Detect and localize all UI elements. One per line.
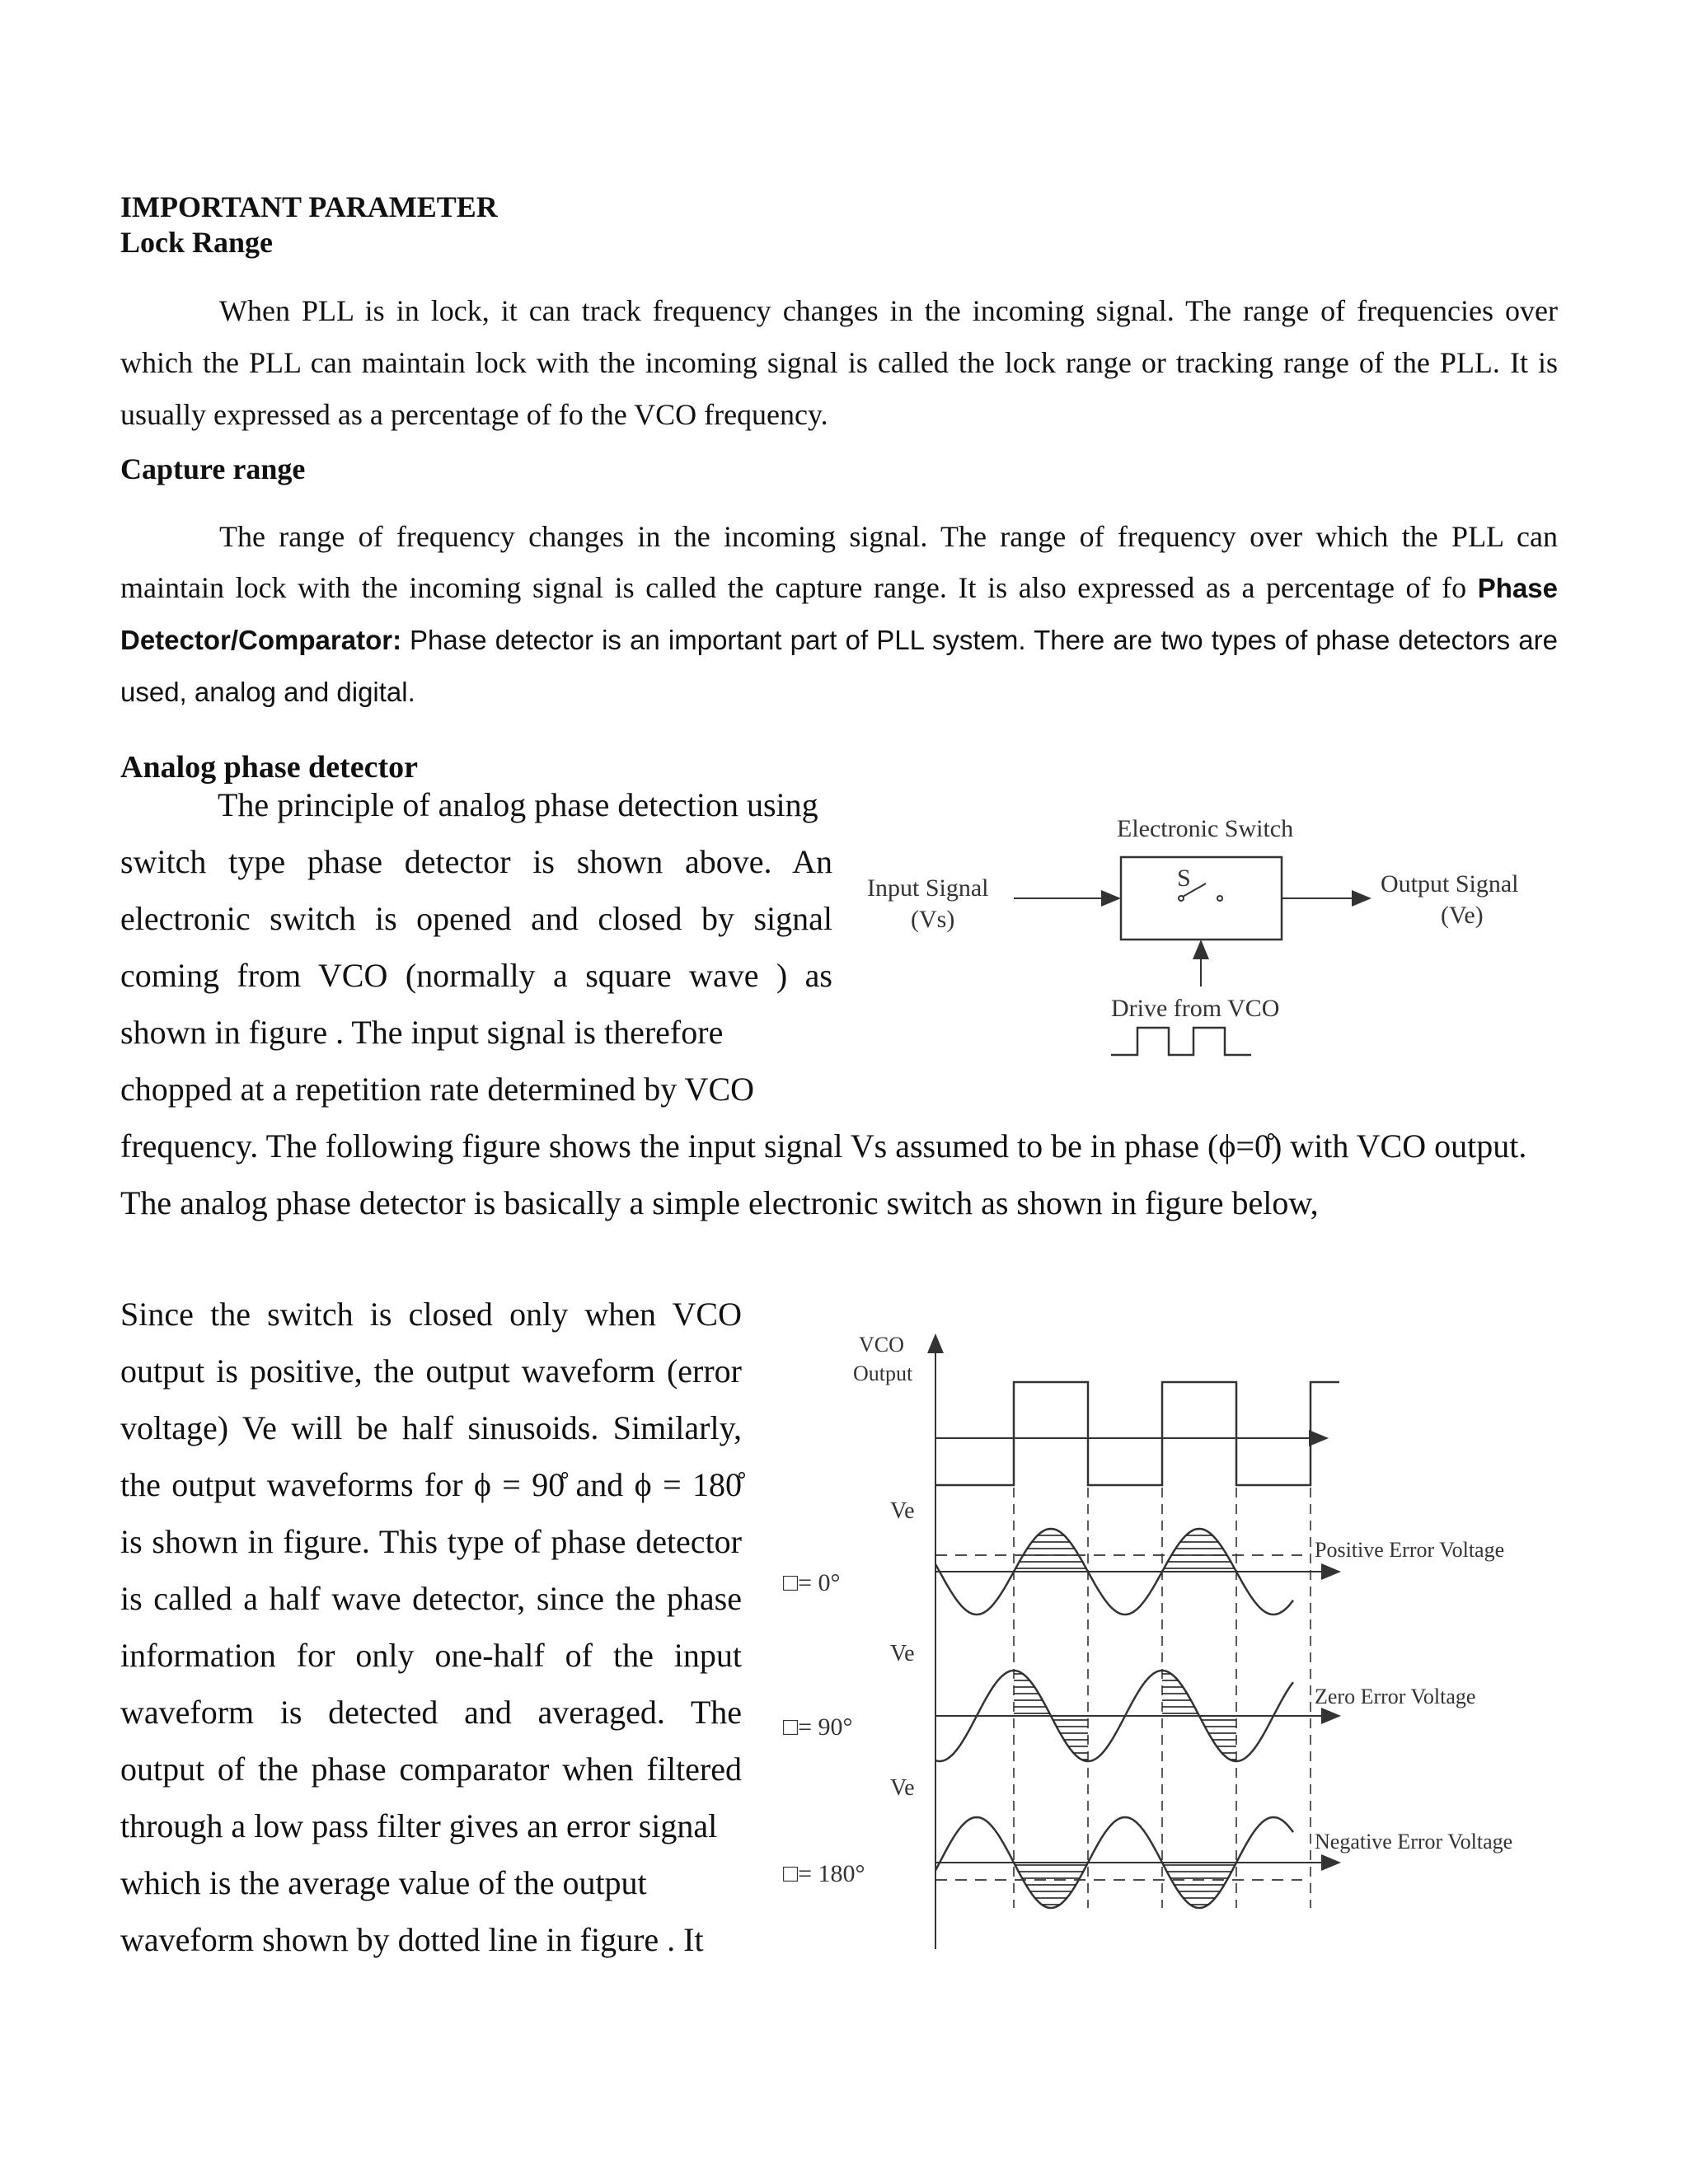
analog-line-4: coming from VCO (normally a square wave ) as [120,957,832,994]
phase-0-label: □= 0° [783,1569,841,1596]
since-line-1: Since the switch is closed only when VCO [120,1296,742,1333]
since-line-7: information for only one-half of the input [120,1637,742,1674]
output-signal-label: Output Signal [1381,870,1519,898]
capture-range-text: The range of frequency changes in the incoming signal. The range of frequency over which the PLL can maintain lock with the incoming signal is called the capture range. It is also expressed as a percentage of fo [120,520,1558,604]
phase-180-label: □= 180° [783,1860,865,1887]
ve-label-3: Ve [890,1775,915,1801]
analog-line-3: electronic switch is opened and closed by signal [120,900,832,937]
analog-line-7: frequency. The following figure shows the input signal Vs assumed to be in phase (ϕ=0̊) with VCO output. [120,1127,1527,1165]
main-heading: IMPORTANT PARAMETER [120,190,498,223]
analog-heading: Analog phase detector [120,750,418,785]
since-line-5: is shown in figure. This type of phase detector [120,1523,742,1560]
zero-error-label: Zero Error Voltage [1315,1685,1476,1708]
vco-label-2: Output [853,1361,913,1385]
phase0-hatched-region-2 [1162,1529,1236,1572]
input-signal-sub: (Vs) [911,906,955,933]
switch-title: Electronic Switch [1117,815,1294,842]
lock-range-text: When PLL is in lock, it can track frequency changes in the incoming signal. The range of frequencies over which the PLL can maintain lock with the incoming signal is called the lock range or tracking range of the PLL. It is usually expressed as a percentage of fo the VCO frequency. [120,294,1558,431]
since-line-10: through a low pass filter gives an error signal [120,1807,718,1844]
phase90-hatched-region-1 [1014,1671,1088,1761]
phase-detector-label: Phase Detector/Comparator: [120,573,1559,655]
phase180-hatched-region-2 [1162,1863,1236,1908]
phase-detector-text: Phase detector is an important part of PLL system. There are two types of phase detectors are used, analog and digital. [120,625,1558,707]
phase180-hatched-region-1 [1014,1863,1088,1908]
lock-range-heading: Lock Range [120,226,274,259]
phase90-hatched-region-2 [1162,1671,1236,1761]
negative-error-label: Negative Error Voltage [1315,1830,1513,1854]
switch-diagram [849,804,1558,1071]
waveform-layer [935,1335,1339,1949]
square-wave-icon [1111,1028,1251,1055]
phase-90-label: □= 90° [783,1713,853,1741]
analog-line-8: The analog phase detector is basically a simple electronic switch as shown in figure below, [120,1184,1319,1221]
analog-line-2: switch type phase detector is shown above. An [120,843,832,880]
waveform-diagram [775,1315,1550,1957]
switch-box [1121,857,1282,940]
capture-range-paragraph [120,511,1558,718]
since-line-12: waveform shown by dotted line in figure . It [120,1921,704,1958]
analog-full-lines [120,1118,1526,1231]
since-line-8: waveform is detected and averaged. The [120,1694,742,1731]
drive-label: Drive from VCO [1111,995,1280,1022]
ve-label-1: Ve [890,1498,915,1524]
phase0-hatched-region-1 [1014,1529,1088,1572]
positive-error-label: Positive Error Voltage [1315,1538,1505,1562]
vco-square-wave [935,1382,1339,1485]
analog-line-1: The principle of analog phase detection using [218,786,818,823]
analog-column [120,776,832,1118]
analog-line-5: shown in figure . The input signal is therefore [120,1014,724,1051]
vco-label-1: VCO [859,1333,904,1357]
since-line-11: which is the average value of the output [120,1864,647,1901]
since-line-9: output of the phase comparator when filtered [120,1750,742,1788]
ve-label-2: Ve [890,1641,915,1666]
since-line-2: output is positive, the output waveform (error [120,1352,742,1390]
switch-s-label: S [1177,865,1191,892]
since-line-6: is called a half wave detector, since the phase [120,1580,742,1617]
capture-range-heading: Capture range [120,452,306,485]
output-signal-sub: (Ve) [1441,902,1484,929]
since-line-3: voltage) Ve will be half sinusoids. Similarly, [120,1409,742,1446]
analog-line-6: chopped at a repetition rate determined by VCO [120,1071,755,1108]
input-signal-label: Input Signal [867,874,989,902]
since-line-4: the output waveforms for ϕ = 90̊ and ϕ = 180̊ [120,1466,742,1503]
capture-range-block [120,511,1558,718]
lock-range-paragraph [120,285,1558,441]
since-column [120,1286,742,1968]
